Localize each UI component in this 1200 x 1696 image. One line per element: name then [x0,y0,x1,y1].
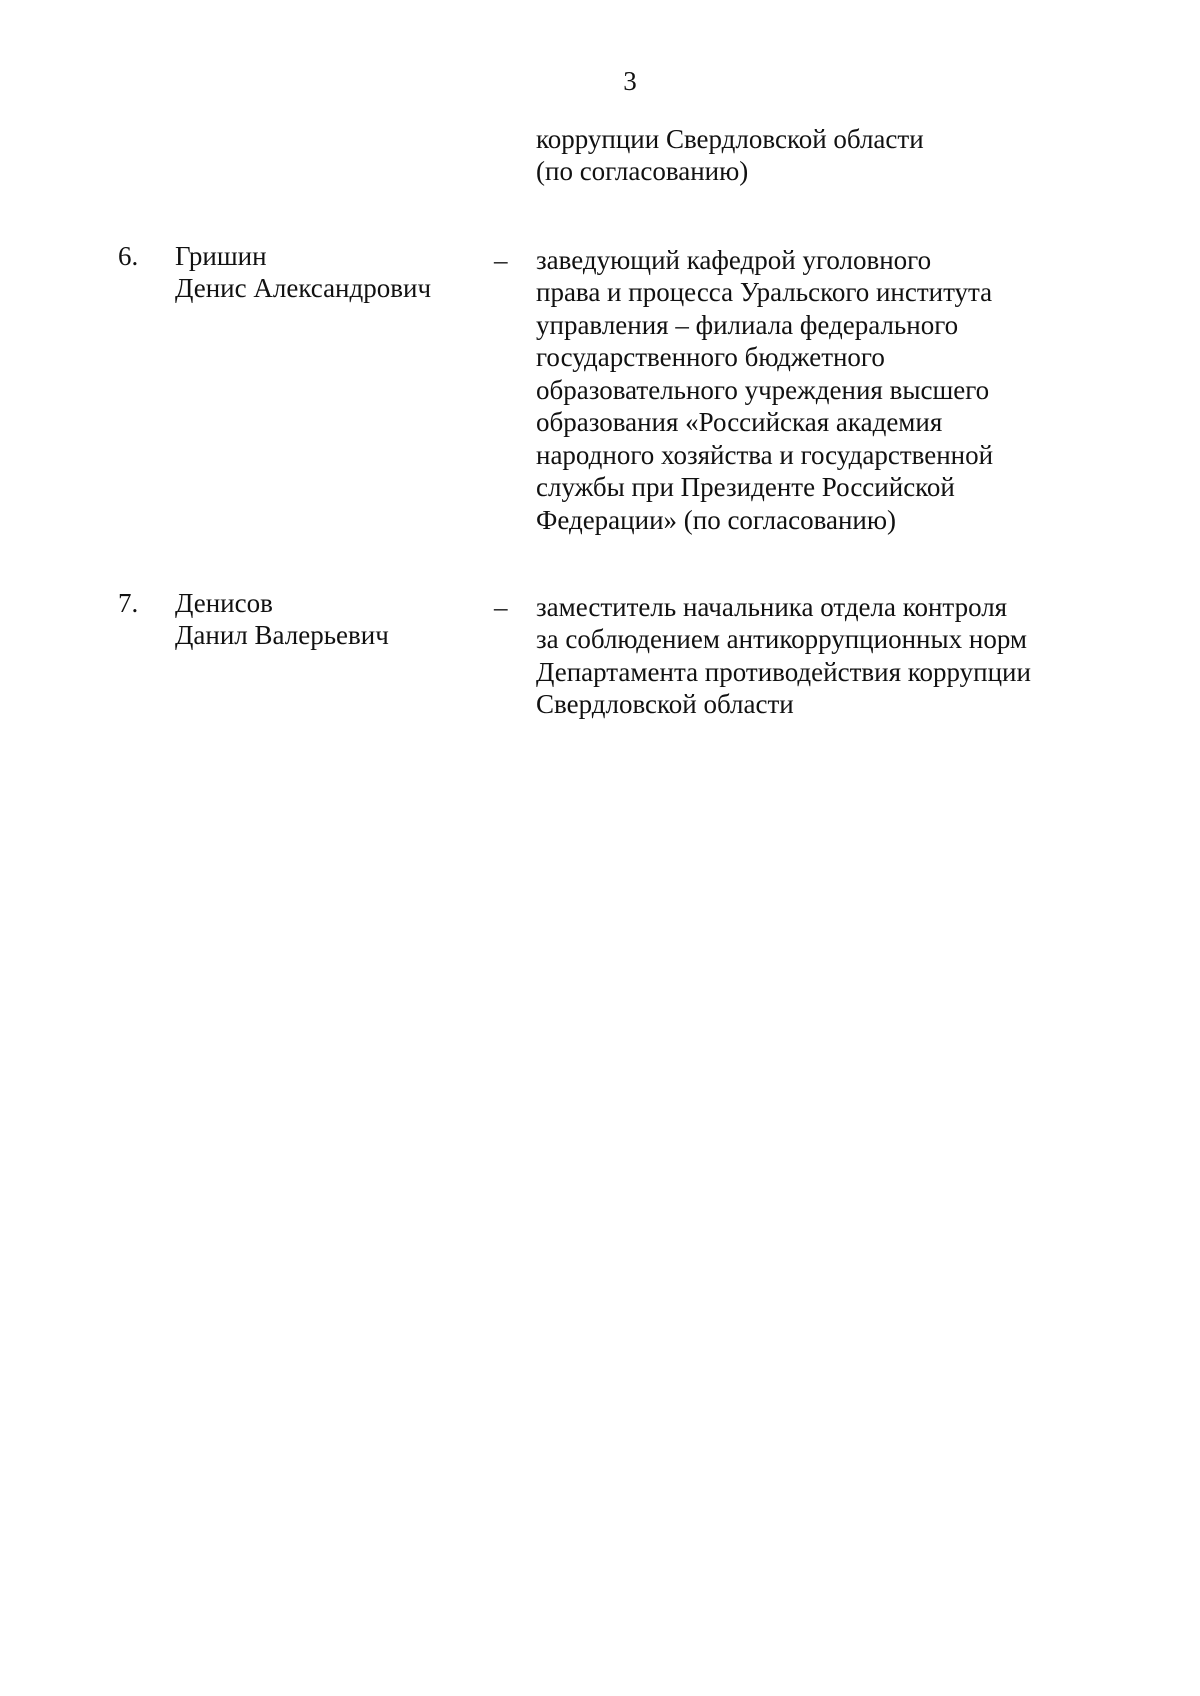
page-number: 3 [623,66,637,96]
position-line: права и процесса Уральского института [536,277,993,307]
position-line: образовательного учреждения высшего [536,375,990,405]
position-line: Департамента противодействия коррупции [536,657,1031,687]
position-line: заместитель начальника отдела контроля [536,592,1008,622]
separator-dash: – [494,245,508,275]
position-line: за соблюдением антикоррупционных норм [536,624,1027,654]
entry-number: 6. [118,241,139,271]
position-line: Федерации» (по согласованию) [536,505,897,535]
position-line: образования «Российская академия [536,407,943,437]
text-line: (по согласованию) [536,156,749,186]
entry-number: 7. [118,588,139,618]
position-line: государственного бюджетного [536,342,885,372]
position-line: заведующий кафедрой уголовного [536,245,932,275]
person-surname: Гришин [175,241,267,271]
person-given-names: Данил Валерьевич [175,620,389,650]
text-line: коррупции Свердловской области [536,124,924,154]
separator-dash: – [494,592,508,622]
position-line: службы при Президенте Российской [536,472,955,502]
position-line: народного хозяйства и государственной [536,440,994,470]
position-line: управления – филиала федерального [536,310,959,340]
person-surname: Денисов [175,588,273,618]
position-line: Свердловской области [536,689,794,719]
person-given-names: Денис Александрович [175,273,432,303]
